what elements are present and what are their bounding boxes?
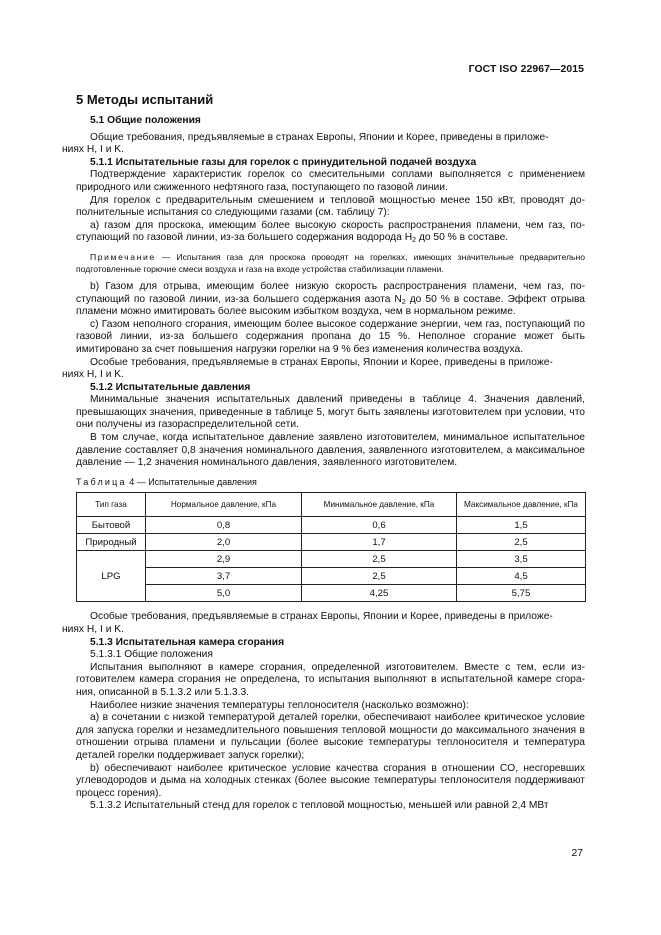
table-cell: 1,5	[457, 517, 586, 534]
column-header: Максимальное давление, кПа	[457, 493, 586, 517]
table-cell: 5,75	[457, 585, 586, 602]
table-cell: 4,25	[302, 585, 457, 602]
pressure-table	[76, 492, 586, 602]
list-item-a: а) газом для проскока, имеющим более высокую скорость распространения пламени, чем газ, поступающий по газовой линии, из-за большего содержания водорода $H_2$ до 50 % в составе.	[76, 219, 585, 245]
table-row	[77, 568, 586, 585]
gas-type-cell: LPG	[77, 551, 146, 602]
column-header: Минимальное давление, кПа	[302, 493, 457, 517]
subsection-5-1-3-title: 5.1.3 Испытательная камера сгорания	[90, 636, 285, 648]
paragraph: Общие требования, предъявляемые в странах Европы, Японии и Корее, приведены в приложе- ниях H, I и K.	[62, 131, 549, 156]
table-row	[77, 534, 586, 551]
paragraph: Минимальные значения испытательных давлений приведены в таблице 4. Значения давлений, превышающих значения, приведенные в таблице 5, могут быть заявлены изготовителем при условии, что они получены из газораспределительной сети.	[76, 394, 585, 431]
table-cell: 1,7	[302, 534, 457, 551]
clause-5-1-3-2-title: 5.1.3.2 Испытательный стенд для горелок с тепловой мощностью, меньшей или равной 2,4 МВт	[90, 800, 549, 812]
table-cell: 0,8	[146, 517, 302, 534]
gas-type-cell: Бытовой	[77, 517, 146, 534]
table-row	[77, 551, 586, 568]
table-cell: 2,5	[302, 568, 457, 585]
list-item-c: c) Газом неполного сгорания, имеющим более высокое содержание энергии, чем газ, поступающий по газовой линии, из-за большего содержания пропана до 15 %. Неполное сгорание может быть имитировано за счет повышения нагрузки горелки на 9 % без изменения количества воздуха.	[76, 318, 585, 355]
paragraph: Для горелок с предварительным смешением и тепловой мощностью менее 150 кВт, проводят дополнительные испытания со следующими газами (см. таблицу 7):	[76, 194, 585, 219]
table-cell: 0,6	[302, 517, 457, 534]
table-cell: 2,5	[302, 551, 457, 568]
column-header: Тип газа	[77, 493, 146, 517]
paragraph: В том случае, когда испытательное давление заявлено изготовителем, минимальное испытательное давление составляет 0,8 значения номинального давления, заявленного изготовителем, а максимальное давление — 1,2 значения номинального давления, заявленного изготовителем.	[76, 432, 585, 469]
paragraph: Наиболее низкие значения температуры теплоносителя (насколько возможно):	[90, 699, 469, 711]
table-cell: 2,5	[457, 534, 586, 551]
list-item-a: а) в сочетании с низкой температурой деталей горелки, обеспечивают наиболее критическое условие для запуска горелки и незамедлительного повышения тепловой мощности до максимального значения в отношении отрыва пламени и пульсации (более высокие температуры теплоносителя и температура деталей горелки поддерживает запуск горелки);	[76, 712, 585, 761]
page-content	[62, 92, 585, 813]
table-row	[77, 517, 586, 534]
table-cell: 2,9	[146, 551, 302, 568]
list-item-b: b) Газом для отрыва, имеющим более низкую скорость распространения пламени, чем газ, поступающий по газовой линии, из-за большего содержания азота $N_2$ до 50 % в составе. Эффект отрыва пламени можно имитировать более высоким избытком воздуха, чем в нормальном режиме.	[76, 280, 585, 318]
standard-header: ГОСТ ISO 22967—2015	[468, 64, 584, 75]
paragraph: Испытания выполняют в камере сгорания, определенной изготовителем. Вместе с тем, если изготовителем камера сгорания не определена, то испытания выполняют в испытательной камере сгорания, описанной в 5.1.3.2 или 5.1.3.3.	[76, 661, 585, 698]
table-row	[77, 585, 586, 602]
table-cell: 3,7	[146, 568, 302, 585]
table-header-row	[77, 493, 586, 517]
list-item-b: b) обеспечивают наиболее критическое условие качества сгорания в отношении CO, несгоревших углеводородов и дыма на холодных стенках (более высокие температуры теплоносителя поддерживaют процесс горения).	[76, 762, 585, 799]
table-cell: 3,5	[457, 551, 586, 568]
paragraph: Особые требования, предъявляемые в странах Европы, Японии и Корее, приведены в приложе- ниях H, I и K.	[62, 356, 553, 381]
subsection-5-1-title: 5.1 Общие положения	[90, 115, 201, 126]
subsection-5-1-1-title: 5.1.1 Испытательные газы для горелок с принудительной подачей воздуха	[90, 156, 477, 168]
page-number: 27	[571, 848, 583, 859]
table-cell: 5,0	[146, 585, 302, 602]
note-label: Примечание	[90, 251, 156, 262]
table-cell: 4,5	[457, 568, 586, 585]
table-caption: Таблица 4 — Испытательные давления	[76, 476, 257, 487]
clause-5-1-3-1-title: 5.1.3.1 Общие положения	[90, 649, 213, 661]
subsection-5-1-2-title: 5.1.2 Испытательные давления	[90, 381, 251, 393]
section-title: 5 Методы испытаний	[76, 92, 214, 107]
gas-type-cell: Природный	[77, 534, 146, 551]
column-header: Нормальное давление, кПа	[146, 493, 302, 517]
paragraph: Особые требования, предъявляемые в странах Европы, Японии и Корее, приведены в приложе- ниях H, I и K.	[62, 611, 553, 636]
note: Примечание — Испытания газа для проскока проводят на горелках, имеющих значительные предварительно подготовленные горючие смеси воздуха и газа на входе устройства стабилизации пламени.	[76, 251, 585, 274]
table-cell: 2,0	[146, 534, 302, 551]
paragraph: Подтверждение характеристик горелок со смесительными соплами выполняется с применением природного или сжиженного нефтяного газа, поступающего по газовой линии.	[76, 169, 585, 193]
